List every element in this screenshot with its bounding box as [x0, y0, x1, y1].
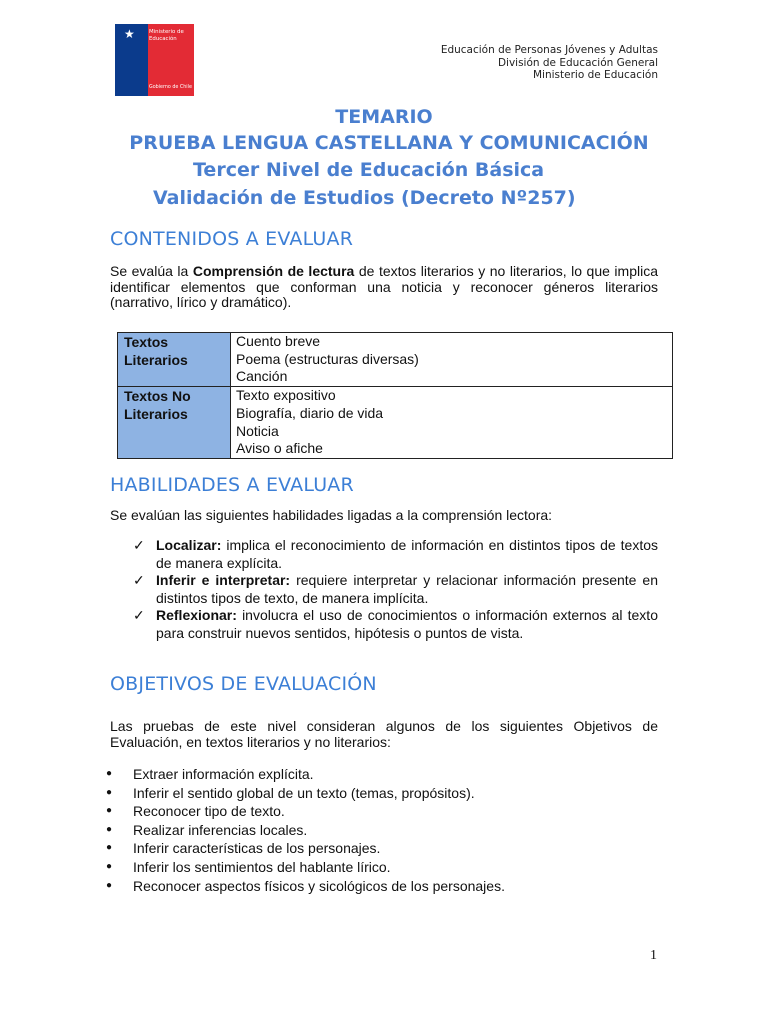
title-line-validacion: Validación de Estudios (Decreto Nº257) [153, 187, 576, 209]
skills-list [133, 537, 658, 643]
bullet-icon: ● [106, 842, 113, 854]
objectives-list [106, 765, 505, 895]
check-icon: ✓ [133, 607, 145, 624]
table-values: Cuento breve Poema (estructuras diversas) Canción [231, 333, 673, 387]
list-item: ● Reconocer tipo de texto. [106, 803, 285, 820]
header-line: División de Educación General [497, 56, 658, 69]
habilidades-intro: Se evalúan las siguientes habilidades ligadas a la comprensión lectora: [110, 507, 553, 523]
list-item: ● Realizar inferencias locales. [106, 821, 308, 838]
list-item: ✓ Localizar: implica el reconocimiento de información en distintos tipos de textos de manera explícita. [133, 537, 658, 571]
list-item: ✓ Reflexionar: involucra el uso de conocimientos o información externos al texto para construir nuevos sentidos, hipótesis o puntos de vista. [133, 607, 658, 641]
header-line: Ministerio de Educación [533, 69, 658, 81]
list-item: ● Extraer información explícita. [106, 766, 314, 782]
section-heading-contenidos: CONTENIDOS A EVALUAR [110, 228, 354, 250]
page-number: 1 [650, 948, 657, 963]
list-item: ● Inferir características de los personajes. [106, 840, 381, 857]
bullet-icon: ● [106, 823, 113, 835]
ministerio-logo [115, 24, 194, 96]
list-item: ✓ Inferir e interpretar: requiere interpretar y relacionar información presente en distintos tipos de texto, de manera implícita. [133, 572, 658, 606]
bullet-icon: ● [106, 805, 113, 817]
header-line: Educación de Personas Jóvenes y Adultas [440, 44, 658, 56]
star-icon: ★ [124, 27, 135, 41]
logo-blue-panel [115, 24, 148, 96]
check-icon: ✓ [133, 572, 145, 589]
logo-footer-text: Gobierno de Chile [149, 85, 192, 90]
section-heading-habilidades: HABILIDADES A EVALUAR [110, 474, 354, 496]
list-item: ● Inferir el sentido global de un texto (temas, propósitos). [106, 784, 475, 801]
section-heading-objetivos: OBJETIVOS DE EVALUACIÓN [110, 673, 377, 695]
check-icon: ✓ [133, 537, 145, 553]
table-label: Textos Literarios [118, 333, 231, 387]
list-item: ● Inferir los sentimientos del hablante lírico. [106, 858, 391, 875]
bullet-icon: ● [106, 768, 113, 779]
header-institution [441, 44, 658, 82]
objetivos-intro: Las pruebas de este nivel consideran algunos de los siguientes Objetivos de Evaluación, en textos literarios y no literarios: [110, 718, 658, 750]
title-line-nivel: Tercer Nivel de Educación Básica [193, 159, 545, 181]
contenidos-intro: Se evalúa la Comprensión de lectura de textos literarios y no literarios, lo que implica identificar elementos que conforman una noticia y reconocer géneros literarios (narrativo, lírico y dramático). [110, 263, 658, 310]
title-line-temario: TEMARIO [335, 106, 433, 128]
list-item: ● Reconocer aspectos físicos y sicológicos de los personajes. [106, 877, 505, 894]
table-values: Texto expositivo Biografía, diario de vida Noticia Aviso o afiche [231, 387, 673, 459]
bullet-icon: ● [106, 860, 113, 872]
bullet-icon: ● [106, 786, 113, 798]
table-label: Textos No Literarios [118, 387, 231, 459]
logo-ministry-text: Ministerio de Educación [149, 29, 184, 42]
text-types-table [117, 332, 673, 459]
table-row [118, 387, 673, 459]
document-title [0, 104, 768, 212]
table-row [118, 333, 673, 387]
bullet-icon: ● [106, 879, 113, 891]
title-line-prueba: PRUEBA LENGUA CASTELLANA Y COMUNICACIÓN [129, 132, 649, 154]
